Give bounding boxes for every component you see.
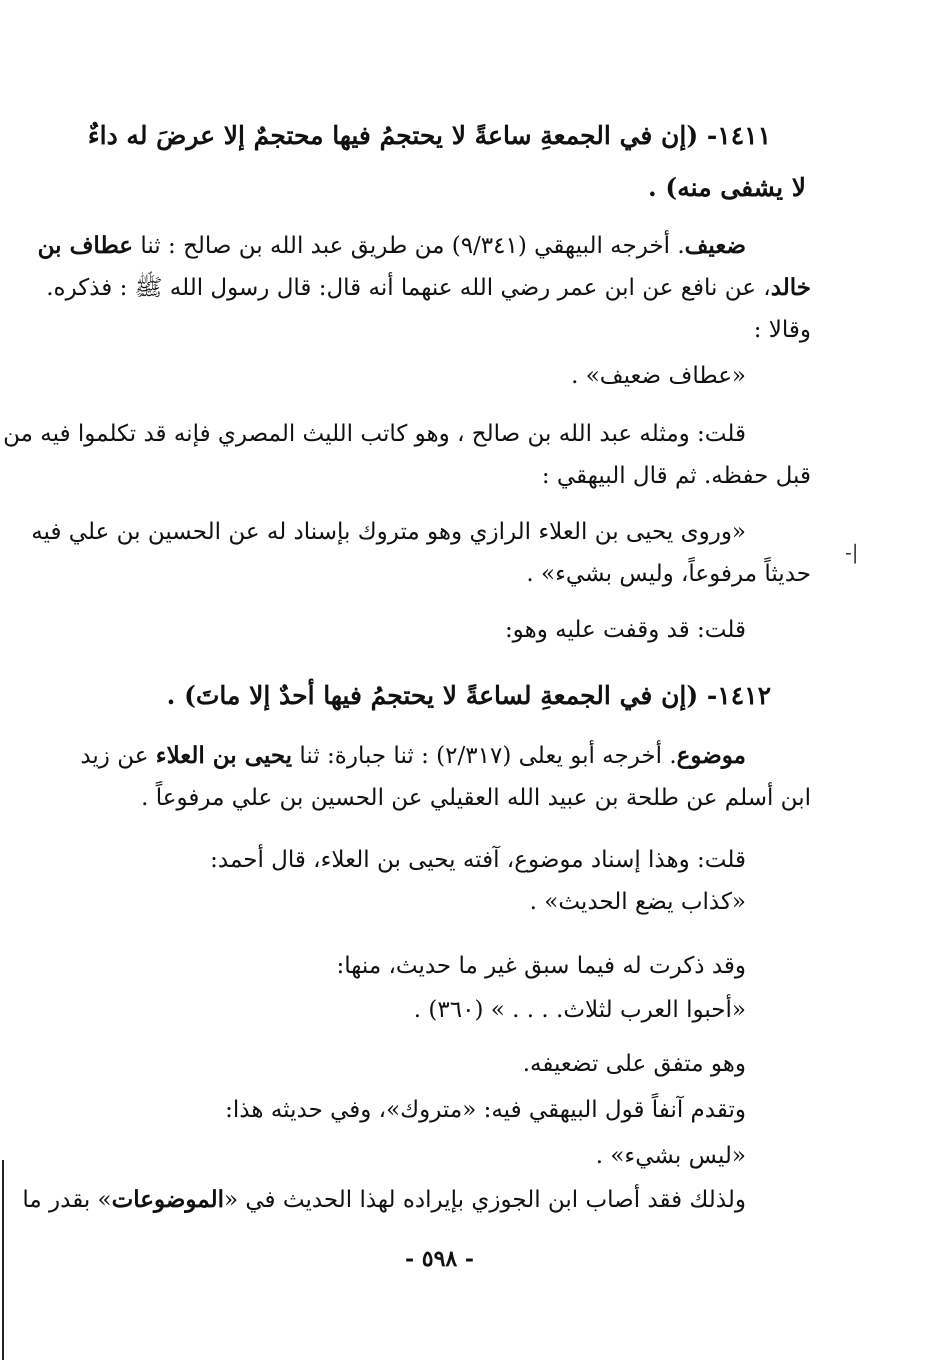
- hadith-1411-line-2: [648, 172, 806, 203]
- para-5-line-1: [210, 846, 746, 875]
- grade-weak: ضعيف: [684, 232, 746, 259]
- narrator-name-2: خالد: [770, 274, 811, 301]
- book-title-mawduat: الموضوعات: [111, 1186, 224, 1213]
- quote-2-text-1: «وروى يحيى بن العلاء الرازي وهو متروك بإسناد له عن الحسين بن علي فيه: [31, 519, 746, 545]
- quote-1-text: «عطاف ضعيف» .: [571, 363, 746, 389]
- para-4-line-1: [80, 742, 746, 771]
- para-8-text-2: «ليس بشيء» .: [595, 1143, 746, 1169]
- para-4-line-2: [141, 784, 811, 813]
- scan-edge-line: [2, 1160, 4, 1360]
- para-1-line-3: [754, 316, 811, 345]
- hadith-1411-text-1: ١٤١١- (إن في الجمعةِ ساعةً لا يحتجمُ فيها محتجمٌ إلا عرضَ له داءٌ: [87, 121, 771, 150]
- para-4-text-2: ابن أسلم عن طلحة بن عبيد الله العقيلي عن الحسين بن علي مرفوعاً .: [141, 785, 811, 811]
- quote-1: [571, 362, 746, 391]
- para-7: [523, 1050, 746, 1079]
- hadith-1411-line-1: [88, 120, 771, 151]
- quote-2-text-2: حديثاً مرفوعاً، وليس بشيء» .: [526, 561, 811, 587]
- para-3-text: قلت: قد وقفت عليه وهو:: [504, 617, 746, 643]
- page-number-text: - ٥٩٨ -: [405, 1246, 475, 1272]
- para-6-line-2: [414, 996, 746, 1025]
- para-9-line-1: [22, 1186, 746, 1215]
- para-5-text-2: «كذاب يضع الحديث» .: [529, 889, 746, 915]
- quote-2-line-2: [526, 560, 811, 589]
- para-4-text-1b: عن زيد: [80, 743, 149, 769]
- para-3: [505, 616, 746, 645]
- para-8-text-1: وتقدم آنفاً قول البيهقي فيه: «متروك»، وفي حديثه هذا:: [225, 1097, 746, 1123]
- para-6-line-1: [337, 952, 746, 981]
- page-number: [405, 1246, 474, 1272]
- grade-fabricated: موضوع: [676, 742, 746, 769]
- para-9-text-1b: » بقدر ما: [22, 1187, 112, 1213]
- para-1-text-1: . أخرجه البيهقي (٩/٣٤١) من طريق عبد الله بن صالح : ثنا: [140, 233, 685, 259]
- para-9-text-1a: ولذلك فقد أصاب ابن الجوزي بإيراده لهذا الحديث في «: [224, 1187, 746, 1213]
- para-8-line-1: [225, 1096, 746, 1125]
- para-6-text-2: «أحبوا العرب لثلاث. . . . » (٣٦٠) .: [413, 997, 746, 1023]
- para-2-text-2: قبل حفظه. ثم قال البيهقي :: [541, 463, 811, 489]
- para-2-line-1: [3, 420, 746, 449]
- para-5-text-1: قلت: وهذا إسناد موضوع، آفته يحيى بن العلاء، قال أحمد:: [210, 847, 746, 873]
- hadith-1412-line-1: [167, 680, 771, 711]
- narrator-name-3: يحيى بن العلاء: [155, 742, 293, 769]
- para-2-text-1: قلت: ومثله عبد الله بن صالح ، وهو كاتب الليث المصري فإنه قد تكلموا فيه من: [3, 421, 746, 447]
- para-5-line-2: [530, 888, 746, 917]
- para-4-text-1: . أخرجه أبو يعلى (٢/٣١٧) : ثنا جبارة: ثنا: [299, 743, 677, 769]
- para-1-text-3: وقالا :: [753, 317, 811, 343]
- para-1-line-1: [38, 232, 746, 261]
- hadith-1412-text-1: ١٤١٢- (إن في الجمعةِ لساعةً لا يحتجمُ فيها أحدٌ إلا ماتَ) .: [166, 681, 771, 710]
- para-2-line-2: [542, 462, 811, 491]
- para-1-text-2: ، عن نافع عن ابن عمر رضي الله عنهما أنه قال: قال رسول الله ﷺ : فذكره.: [46, 275, 771, 301]
- margin-mark: [845, 540, 859, 564]
- para-6-text-1: وقد ذكرت له فيما سبق غير ما حديث، منها:: [336, 953, 746, 979]
- quote-2-line-1: [31, 518, 746, 547]
- para-7-text: وهو متفق على تضعيفه.: [522, 1051, 746, 1077]
- narrator-name-1: عطاف بن: [37, 232, 134, 259]
- hadith-1411-text-2: لا يشفى منه) .: [648, 173, 806, 202]
- para-8-line-2: [596, 1142, 746, 1171]
- para-1-line-2: [46, 274, 811, 303]
- margin-mark-text: -|: [845, 540, 859, 564]
